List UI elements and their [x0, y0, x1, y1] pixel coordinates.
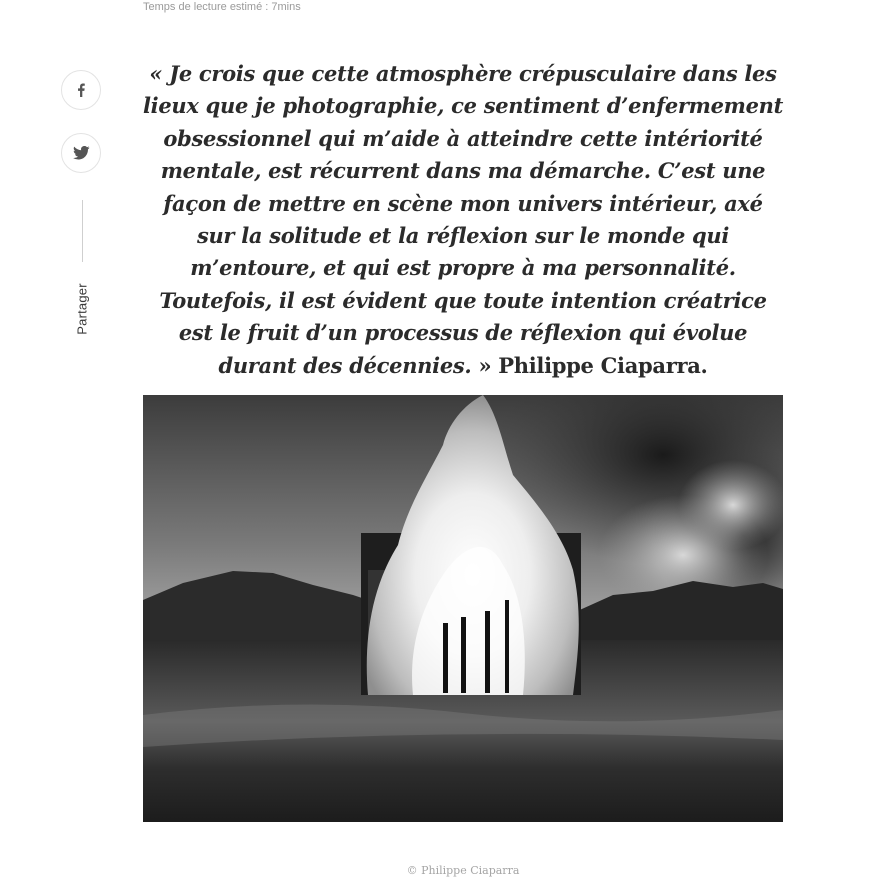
pull-quote — [143, 58, 783, 382]
reading-time: Temps de lecture estimé : 7mins — [143, 1, 301, 13]
article-photo — [143, 395, 783, 822]
twitter-icon — [73, 146, 90, 160]
quote-text: « Je crois que cette atmosphère crépusculaire dans les lieux que je photographie, ce sentiment d’enfermement obsessionnel qui m’aide à atteindre cette intériorité mentale, est récurrent dans ma démarche. C’est une façon de mettre en scène mon univers intérieur, axé sur la solitude et la réflexion sur le monde qui m’entoure, et qui est propre à ma personnalité. Toutefois, il est évident que toute intention créatrice est le fruit d’un processus de réflexion qui évolue durant des décennies. — [143, 61, 784, 378]
image-caption: © Philippe Ciaparra — [406, 864, 520, 877]
share-label: Partager — [74, 283, 90, 335]
facebook-share-button[interactable] — [61, 70, 101, 110]
facebook-icon — [76, 83, 86, 97]
twitter-share-button[interactable] — [61, 133, 101, 173]
quote-author: » Philippe Ciaparra. — [478, 352, 708, 378]
share-divider — [82, 200, 83, 262]
